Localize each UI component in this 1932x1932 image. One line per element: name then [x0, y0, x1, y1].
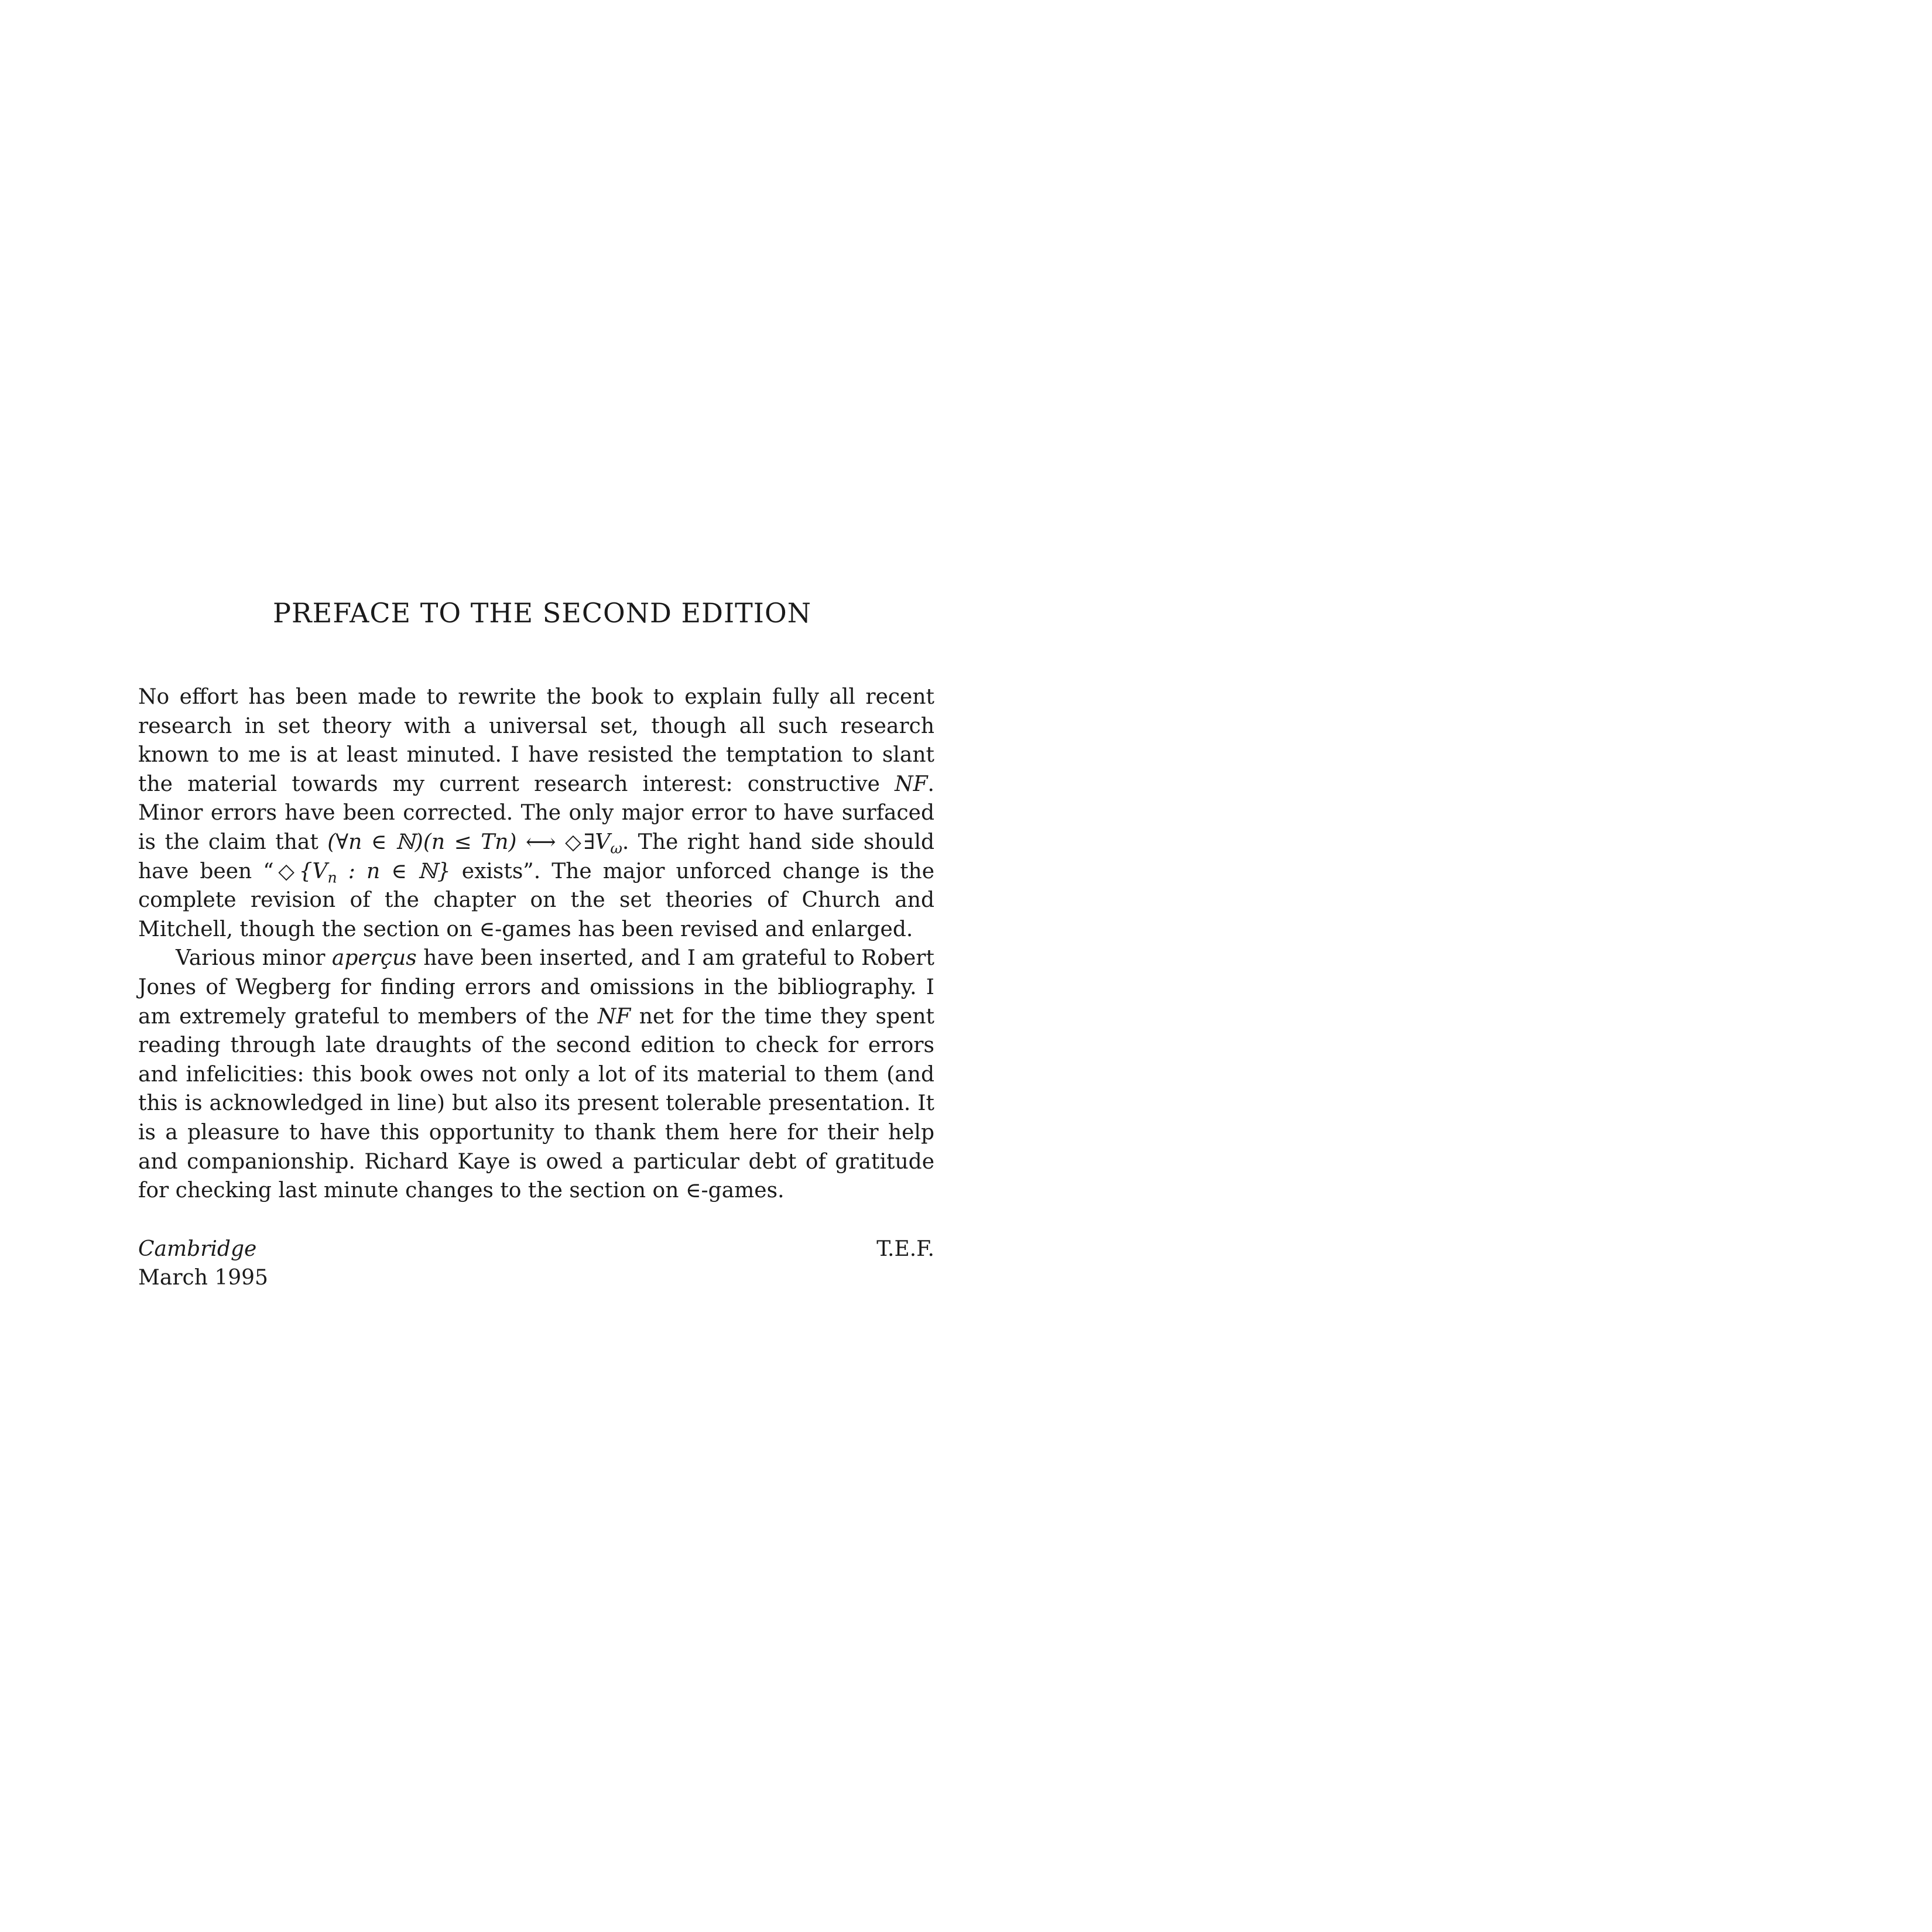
p2-text-2: have been inserted, and I am grateful to Robert Jones of Wegberg for finding errors and omissions in the bibliography. I am extremely grateful to members of the	[138, 946, 934, 1029]
signoff-date: March 1995	[138, 1266, 268, 1290]
p2-text-3: net for the time they spent reading through late draughts of the second edition to check for errors and infelicities: this book owes not only a lot of its material to them (and this is acknowledged in line) but also its present tolerable presentation. It is a pleasure to have this opportunity to thank them here for their help and companionship. Richard Kaye is owed a particular debt of gratitude for checking last minute changes to the section on ∈-games.	[138, 1004, 934, 1203]
p1-text-2: . Minor errors have been corrected. The only major error to have surfaced is the claim that	[138, 772, 934, 854]
claim-formula-subscript: ω	[610, 840, 622, 857]
paragraph-1	[138, 683, 934, 944]
claim-formula-lhs: (∀n ∈ ℕ)(n ≤ Tn)	[327, 830, 517, 854]
p2-nf-term: NF	[597, 1004, 631, 1029]
signoff-place-date	[138, 1235, 268, 1293]
p2-apercus-term: aperçus	[331, 946, 417, 971]
correction-formula-subscript: n	[327, 869, 337, 886]
p1-text-4: exists”. The major unforced change is the complete revision of the chapter on the set theories of Church and Mitchell, though the section on ∈-games has been revised and enlarged.	[138, 859, 935, 941]
correction-formula: ◇{V	[273, 859, 328, 883]
claim-arrow: ⟷	[516, 830, 566, 854]
p2-text-1: Various minor	[176, 946, 332, 971]
page-title: PREFACE TO THE SECOND EDITION	[273, 597, 811, 629]
paragraph-2	[138, 944, 934, 1205]
p1-text-3: . The right hand side should have been “	[138, 830, 934, 883]
p1-nf-term: NF	[895, 772, 928, 796]
signoff-initials: T.E.F.	[876, 1236, 934, 1261]
signoff	[138, 1235, 934, 1293]
signoff-place: Cambridge	[138, 1236, 257, 1261]
correction-formula-rest: : n ∈ ℕ}	[337, 859, 451, 883]
p1-text-1: No effort has been made to rewrite the book to explain fully all recent research in set theory with a universal set, though all such research known to me is at least minuted. I have resisted the temptation to slant the material towards my current research interest: constructive	[138, 685, 934, 796]
claim-formula-rhs: ◇∃V	[565, 830, 611, 854]
preface-page	[138, 597, 934, 1293]
